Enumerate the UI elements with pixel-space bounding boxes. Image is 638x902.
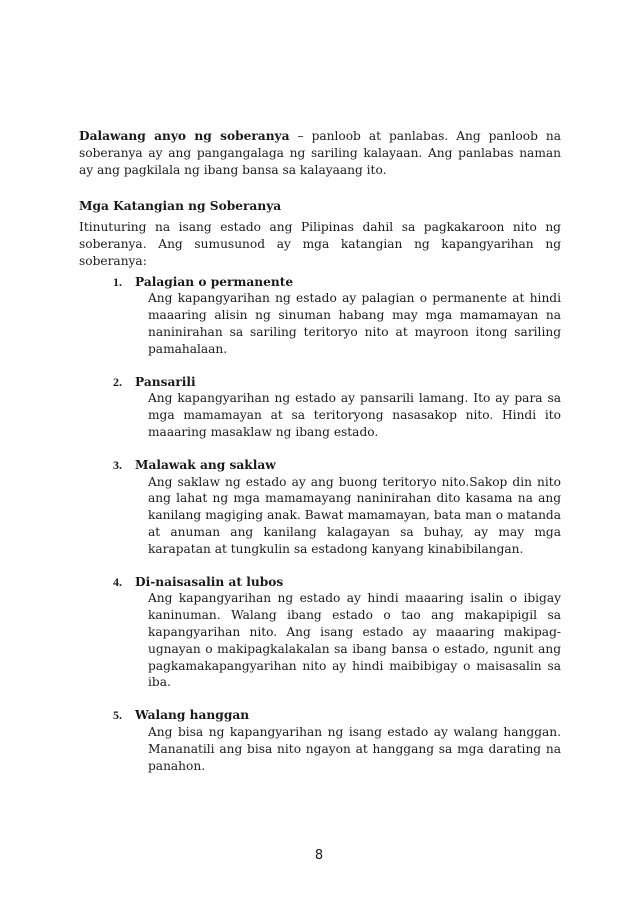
item-heading — [113, 574, 561, 591]
item-title: Walang hanggan — [135, 708, 250, 723]
item-heading — [113, 707, 561, 724]
item-body: Ang kapangyarihan ng estado ay pansarili lamang. Ito ay para sa mga mamamayan at sa teritoryong nasasakop nito. Hindi ito maaaring masaklaw ng ibang estado. — [148, 391, 561, 439]
section-title: Mga Katangian ng Soberanya — [79, 199, 282, 214]
item-title: Palagian o permanente — [135, 274, 294, 289]
item-number: 3. — [113, 457, 122, 472]
list-item — [79, 374, 561, 441]
item-number: 1. — [113, 274, 122, 289]
document-page — [79, 128, 561, 790]
intro-term: Dalawang anyo ng soberanya — [79, 129, 290, 143]
item-title: Di-naisasalin at lubos — [135, 574, 284, 589]
intro-paragraph — [79, 128, 561, 178]
list-item — [79, 574, 561, 692]
item-title: Pansarili — [135, 374, 196, 389]
item-title: Malawak ang saklaw — [135, 457, 276, 472]
section-lead: Itinuturing na isang estado ang Pilipinas dahil sa pagkakaroon nito ng soberanya. Ang sumusunod ay mga katangian ng kapangyarihan ng soberanya: — [79, 220, 561, 268]
item-number: 5. — [113, 708, 122, 723]
intro-text: – panloob at panlabas. Ang panloob na soberanya ay ang pangangalaga ng sariling kalayaan. Ang panlabas naman ay ang pagkilala ng ibang bansa sa kalayaang ito. — [79, 129, 561, 177]
item-number: 4. — [113, 574, 122, 589]
list-item — [79, 274, 561, 358]
item-heading — [113, 457, 561, 474]
list-item — [79, 707, 561, 774]
page-number: 8 — [314, 848, 324, 863]
item-body: Ang bisa ng kapangyarihan ng isang estado ay walang hanggan. Mananatili ang bisa nito ngayon at hanggang sa mga darating na panahon. — [148, 724, 561, 773]
item-body: Ang saklaw ng estado ay ang buong teritoryo nito.Sakop din nito ang lahat ng mga mamamayang naninirahan dito kasama na ang kanilang magiging anak. Bawat mamamayan, bata man o matanda at anuman ang kanilang kalagayan sa buhay, ay may mga karapatan at tungkulin sa estadong kanyang kinabibilangan. — [148, 474, 561, 556]
characteristics-list — [79, 274, 561, 775]
item-heading — [113, 374, 561, 391]
item-body: Ang kapangyarihan ng estado ay palagian o permanente at hindi maaaring alisin ng sinuman habang may mga mamamayan na naninirahan sa sariling teritoryo nito at mayroon itong sariling pamahalaan. — [148, 291, 561, 356]
item-heading — [113, 274, 561, 291]
item-body: Ang kapangyarihan ng estado ay hindi maaaring isalin o ibigay kaninuman. Walang ibang estado o tao ang makapipigil sa kapangyarihan nito. Ang isang estado ay maaaring makipag-ugnayan o makipagkalakalan sa ibang bansa o estado, ngunit ang pagkamakapangyarihan nito ay hindi maibibigay o maisasalin sa iba. — [148, 591, 561, 690]
item-number: 2. — [113, 374, 122, 389]
list-item — [79, 457, 561, 558]
